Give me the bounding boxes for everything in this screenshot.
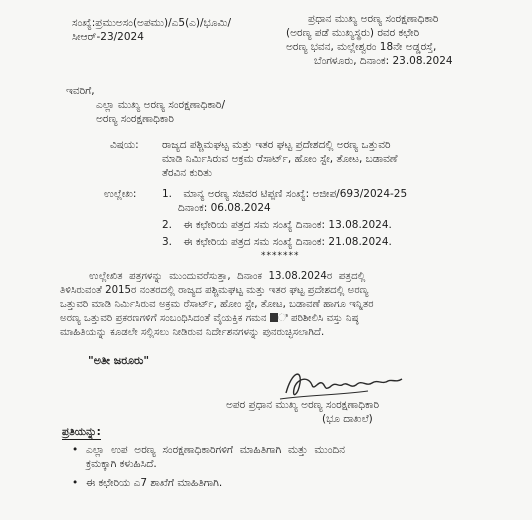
office-line-1: ಪ್ರಧಾನ ಮುಖ್ಯ ಅರಣ್ಯ ಸಂರಕ್ಷಣಾಧಿಕಾರಿ bbox=[308, 13, 439, 25]
reference-number bbox=[72, 16, 231, 44]
copy-item-2-line-1: ಈ ಕಛೇರಿಯ ಎ7 ಶಾಖೆಗೆ ಮಾಹಿತಿಗಾಗಿ. bbox=[86, 477, 223, 489]
reference-item-number: 2. bbox=[162, 219, 173, 231]
signatory bbox=[226, 398, 379, 426]
reference-item-3 bbox=[162, 235, 407, 249]
recipient-line-1: ಎಲ್ಲಾ ಮುಖ್ಯ ಅರಣ್ಯ ಸಂರಕ್ಷಣಾಧಿಕಾರಿ/ bbox=[96, 99, 225, 111]
body-line-5: ಮಾಹಿತಿಯನ್ನು ಕೂಡಲೇ ಸಲ್ಲಿಸಲು ನೀಡಿರುವ ನಿರ್ದೇಶನಗಳನ್ನು ಪುನರುಚ್ಛಿಸಲಾಗಿದೆ. bbox=[60, 327, 325, 338]
copy-to-title: ಪ್ರತಿಯನ್ನು: bbox=[62, 426, 101, 438]
redaction-mark bbox=[270, 313, 278, 322]
signatory-subtitle: (ಭೂ ದಾಖಲೆ) bbox=[322, 413, 373, 425]
signatory-title: ಅಪರ ಪ್ರಧಾನ ಮುಖ್ಯ ಅರಣ್ಯ ಸಂರಕ್ಷಣಾಧಿಕಾರಿ bbox=[226, 399, 380, 411]
copy-item-1 bbox=[72, 443, 346, 471]
body-paragraph bbox=[60, 270, 374, 340]
copy-to-list bbox=[72, 443, 346, 490]
recipient-line-2: ಅರಣ್ಯ ಸಂರಕ್ಷಣಾಧಿಕಾರಿ bbox=[96, 113, 174, 125]
reference-item-text: ಈ ಕಛೇರಿಯ ಪತ್ರದ ಸಮ ಸಂಖ್ಯೆ ದಿನಾಂಕ: 21.08.2024. bbox=[183, 236, 392, 248]
copy-item-1-line-2: ಕ್ರಮಕ್ಕಾಗಿ ಕಳುಹಿಸಿದೆ. bbox=[86, 458, 157, 470]
body-line-3: ಒತ್ತುವರಿ ಮಾಡಿ ನಿರ್ಮಿಸಿರುವ ಅಕ್ರಮ ರೆಸಾರ್ಟ್, ಹೋಂ ಸ್ಟೇ, ತೋಟ, ಬಡಾವಣೆ ಹಾಗೂ ಇನ್ನಿತರ bbox=[60, 299, 374, 310]
body-line-4-part-2: ಿ ಪರಿಶೀಲಿಸಿ ವಸ್ತು ನಿಷ್ಠ bbox=[277, 313, 359, 324]
reference-item-1 bbox=[162, 187, 407, 201]
reference-item-text: ಮಾನ್ಯ ಅರಣ್ಯ ಸಚಿವರ ಟಿಪ್ಪಣಿ ಸಂಖ್ಯೆ: ಅಜೀಪ/693/2024-25 bbox=[183, 188, 408, 200]
subject-line-3: ತೆರವಿನ ಕುರಿತು bbox=[162, 167, 212, 179]
copy-item-1-line-1: ಎಲ್ಲಾ ಉಪ ಅರಣ್ಯ ಸಂರಕ್ಷಣಾಧಿಕಾರಿಗಳಿಗೆ ಮಾಹಿತಿಗಾಗಿ ಮತ್ತು ಮುಂದಿನ bbox=[86, 444, 346, 456]
reference-item-number: 3. bbox=[162, 236, 173, 248]
office-line-3: ಅರಣ್ಯ ಭವನ, ಮಲ್ಲೇಶ್ವರಂ 18ನೇ ಅಡ್ಡರಸ್ತೆ, bbox=[286, 41, 437, 53]
reference-line-2: ಸೀಆರ್-23/2024 bbox=[72, 31, 144, 43]
body-line-1: ಉಲ್ಲೇಖಿತ ಪತ್ರಗಳನ್ನು ಮುಂದುವರೆಸುತ್ತಾ, ದಿನಾಂಕ 13.08.2024ರ ಪತ್ರದಲ್ಲಿ bbox=[60, 271, 366, 282]
bullet-icon: • bbox=[72, 444, 79, 456]
bullet-icon: • bbox=[72, 477, 79, 489]
references-label: ಉಲ್ಲೇಖ: bbox=[104, 188, 137, 200]
urgent-label: "ಅತೀ ಜರೂರು" bbox=[88, 354, 150, 367]
reference-item-text: ಈ ಕಛೇರಿಯ ಪತ್ರದ ಸಮ ಸಂಖ್ಯೆ ದಿನಾಂಕ: 13.08.2024. bbox=[183, 219, 392, 231]
body-line-2: ತಿಳಿಸಿರುವಂತೆ 2015ರ ನಂತರದಲ್ಲಿ ರಾಜ್ಯದ ಪಶ್ಚಿಮಘಟ್ಟ ಮತ್ತು ಇತರ ಘಟ್ಟ ಪ್ರದೇಶದಲ್ಲಿ ಅರಣ್ಯ bbox=[60, 285, 369, 296]
body-line-4-part-1: ಅರಣ್ಯ ಒತ್ತುವರಿ ಪ್ರಕರಣಗಳಿಗೆ ಸಂಬಂಧಿಸಿದಂತೆ ವೈಯಕ್ತಿಕ ಗಮನ bbox=[60, 313, 270, 324]
reference-item-number: 1. bbox=[162, 188, 173, 200]
office-line-2: (ಅರಣ್ಯ ಪಡೆ ಮುಖ್ಯಸ್ಥರು) ರವರ ಕಛೇರಿ bbox=[286, 27, 420, 39]
reference-item-2 bbox=[162, 218, 407, 232]
salutation: ಇವರಿಗೆ, bbox=[66, 85, 95, 97]
reference-item-1-date: ದಿನಾಂಕ: 06.08.2024 bbox=[178, 202, 271, 214]
office-line-4: ಬೆಂಗಳೂರು, ದಿನಾಂಕ: 23.08.2024 bbox=[314, 55, 453, 67]
reference-line-1: ಸಂಖ್ಯೆ:ಪ್ರಮುಅಸಂ(ಅಪಮು)/ಎ5(ಎ)/ಭೂಮಿ/ bbox=[72, 17, 231, 29]
subject-line-2: ಮಾಡಿ ನಿರ್ಮಿಸಿರುವ ಅಕ್ರಮ ರೆಸಾರ್ಟ್, ಹೋಂ ಸ್ಟೇ, ತೋಟ, ಬಡಾವಣೆ bbox=[162, 153, 398, 165]
copy-item-2 bbox=[72, 476, 345, 490]
separator-stars: ******* bbox=[261, 251, 300, 261]
references-list bbox=[162, 187, 407, 249]
recipients bbox=[66, 84, 225, 126]
subject-text bbox=[162, 138, 398, 180]
subject-line-1: ರಾಜ್ಯದ ಪಶ್ಚಿಮಘಟ್ಟ ಮತ್ತು ಇತರ ಘಟ್ಟ ಪ್ರದೇಶದಲ್ಲಿ ಅರಣ್ಯ ಒತ್ತುವರಿ bbox=[162, 139, 391, 151]
body-line-4 bbox=[60, 312, 374, 326]
subject-label: ವಿಷಯ: bbox=[110, 139, 139, 151]
office-address bbox=[286, 12, 453, 68]
